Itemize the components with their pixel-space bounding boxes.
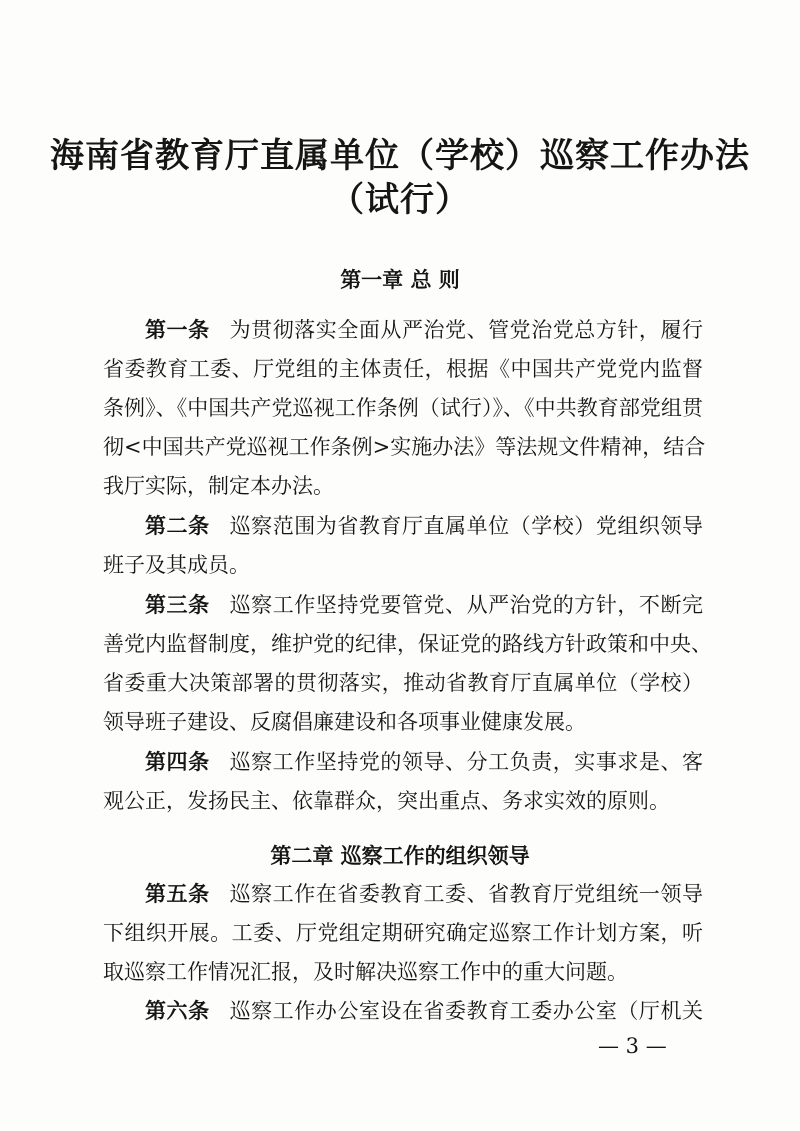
article-label: 第三条 (145, 593, 210, 617)
paragraph-line: 班子及其成员。 (103, 553, 250, 577)
paragraph-line: 省委教育工委、厅党组的主体责任，根据《中国共产党党内监督 (103, 357, 703, 381)
article-label: 第六条 (145, 999, 210, 1023)
article-label: 第五条 (145, 882, 210, 906)
article-label: 第一条 (145, 318, 210, 342)
paragraph-line: 取巡察工作情况汇报，及时解决巡察工作中的重大问题。 (103, 960, 628, 984)
paragraph-line: 下组织开展。工委、厅党组定期研究确定巡察工作计划方案，听 (103, 921, 703, 945)
paragraph-line: 第六条 巡察工作办公室设在省委教育工委办公室（厅机关 (145, 999, 703, 1023)
paragraph-line: 领导班子建设、反腐倡廉建设和各项事业健康发展。 (103, 710, 586, 734)
chapter-heading: 第一章 总 则 (340, 268, 460, 292)
page-number: — 3 — (598, 1034, 667, 1058)
paragraph-line: 省委重大决策部署的贯彻落实，推动省教育厅直属单位（学校） (103, 671, 703, 695)
article-label: 第二条 (145, 514, 210, 538)
document-subtitle: （试行） (330, 180, 470, 220)
paragraph-line: 我厅实际，制定本办法。 (103, 474, 334, 498)
paragraph-line: 第一条 为贯彻落实全面从严治党、管党治党总方针，履行 (145, 318, 703, 342)
paragraph-line: 彻<中国共产党巡视工作条例>实施办法》等法规文件精神，结合 (103, 435, 706, 459)
paragraph-line: 第五条 巡察工作在省委教育工委、省教育厅党组统一领导 (145, 882, 703, 906)
paragraph-line: 第四条 巡察工作坚持党的领导、分工负责，实事求是、客 (145, 750, 703, 774)
paragraph-line: 善党内监督制度，维护党的纪律，保证党的路线方针政策和中央、 (103, 632, 712, 656)
chapter-heading: 第二章 巡察工作的组织领导 (270, 844, 530, 868)
document-title: 海南省教育厅直属单位（学校）巡察工作办法 (50, 136, 750, 176)
paragraph-line: 条例》、《中国共产党巡视工作条例（试行）》、《中共教育部党组贯 (103, 396, 703, 420)
paragraph-line: 第二条 巡察范围为省教育厅直属单位（学校）党组织领导 (145, 514, 703, 538)
article-label: 第四条 (145, 750, 210, 774)
paragraph-line: 第三条 巡察工作坚持党要管党、从严治党的方针，不断完 (145, 593, 703, 617)
paragraph-line: 观公正，发扬民主、依靠群众，突出重点、务求实效的原则。 (103, 789, 670, 813)
